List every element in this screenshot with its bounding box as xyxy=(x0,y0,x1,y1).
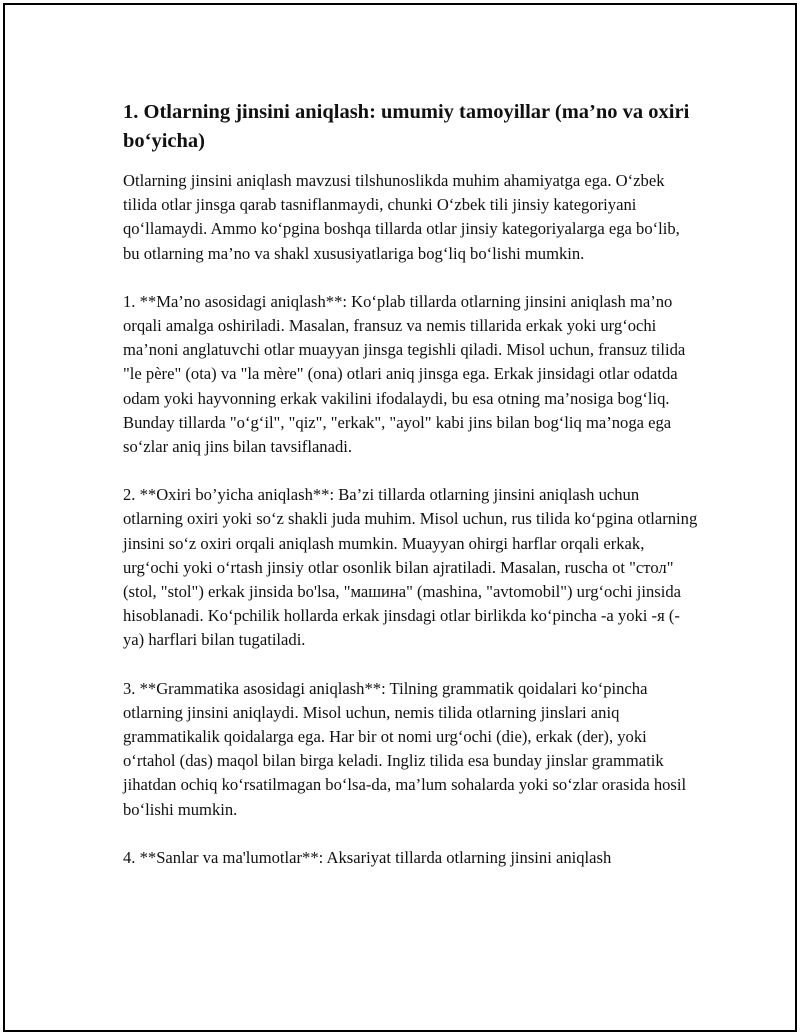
intro-paragraph: Otlarning jinsini aniqlash mavzusi tilshunoslikda muhim ahamiyatga ega. O‘zbek tilida otlar jinsga qarab tasniflanmaydi, chunki O‘zbek tili jinsiy kategoriyani qo‘llamaydi. Ammo ko‘pgina boshqa tillarda otlar jinsiy kategoriyalarga ega bo‘lib, bu otlarning ma’no va shakl xususiyatlariga bog‘liq bo‘lishi mumkin. xyxy=(123,171,680,263)
document-title: 1. Otlarning jinsini aniqlash: umumiy tamoyillar (ma’no va oxiri bo‘yicha) xyxy=(123,101,690,152)
grammar-based-paragraph: 3. **Grammatika asosidagi aniqlash**: Tilning grammatik qoidalari ko‘pincha otlarning jinsini aniqlaydi. Misol uchun, nemis tilida otlarning jinslari aniq grammatikalik qoidalarga ega. Har bir ot nomi urg‘ochi (die), erkak (der), yoki o‘rtahol (das) maqol bilan birga keladi. Ingliz tilida esa bunday jinslar grammatik jihatdan ochiq ko‘rsatilmagan bo‘lsa-da, ma’lum sohalarda yoki so‘zlar orasida hosil bo‘lishi mumkin. xyxy=(123,678,687,819)
data-paragraph: 4. **Sanlar va ma'lumotlar**: Aksariyat tillarda otlarning jinsini aniqlash xyxy=(123,847,612,867)
meaning-based-paragraph: 1. **Ma’no asosidagi aniqlash**: Ko‘plab tillarda otlarning jinsini aniqlash ma’no orqali amalga oshiriladi. Masalan, fransuz va nemis tillarida erkak yoki urg‘ochi ma’noni anglatuvchi otlar muayyan jinsga tegishli qiladi. Misol uchun, fransuz tilida "le père" (ota) va "la mère" (ona) otlari aniq jinsga ega. Erkak jinsidagi otlar odatda odam yoki hayvonning erkak vakilini ifodalaydi, bu esa otning ma’nosiga bog‘liq. Bunday tillarda "o‘g‘il", "qiz", "erkak", "ayol" kabi jins bilan bog‘liq ma’noga ega so‘zlar aniq jins bilan tavsiflanadi. xyxy=(123,291,686,457)
page-frame xyxy=(3,3,797,1032)
document-body xyxy=(123,98,698,870)
ending-based-paragraph: 2. **Oxiri bo’yicha aniqlash**: Ba’zi tillarda otlarning jinsini aniqlash uchun otlarning oxiri yoki so‘z shakli juda muhim. Misol uchun, rus tilida ko‘pgina otlarning jinsini so‘z oxiri orqali aniqlash mumkin. Muayyan ohirgi harflar orqali erkak, urg‘ochi yoki o‘rtash jinsiy otlar osonlik bilan ajratiladi. Masalan, ruscha ot "стол" (stol, "stol") erkak jinsida bo'lsa, "машина" (mashina, "avtomobil") urg‘ochi jinsida hisoblanadi. Ko‘pchilik hollarda erkak jinsdagi otlar birlikda ko‘pincha -a yoki -я (-ya) harflari bilan tugatiladi. xyxy=(123,485,698,650)
